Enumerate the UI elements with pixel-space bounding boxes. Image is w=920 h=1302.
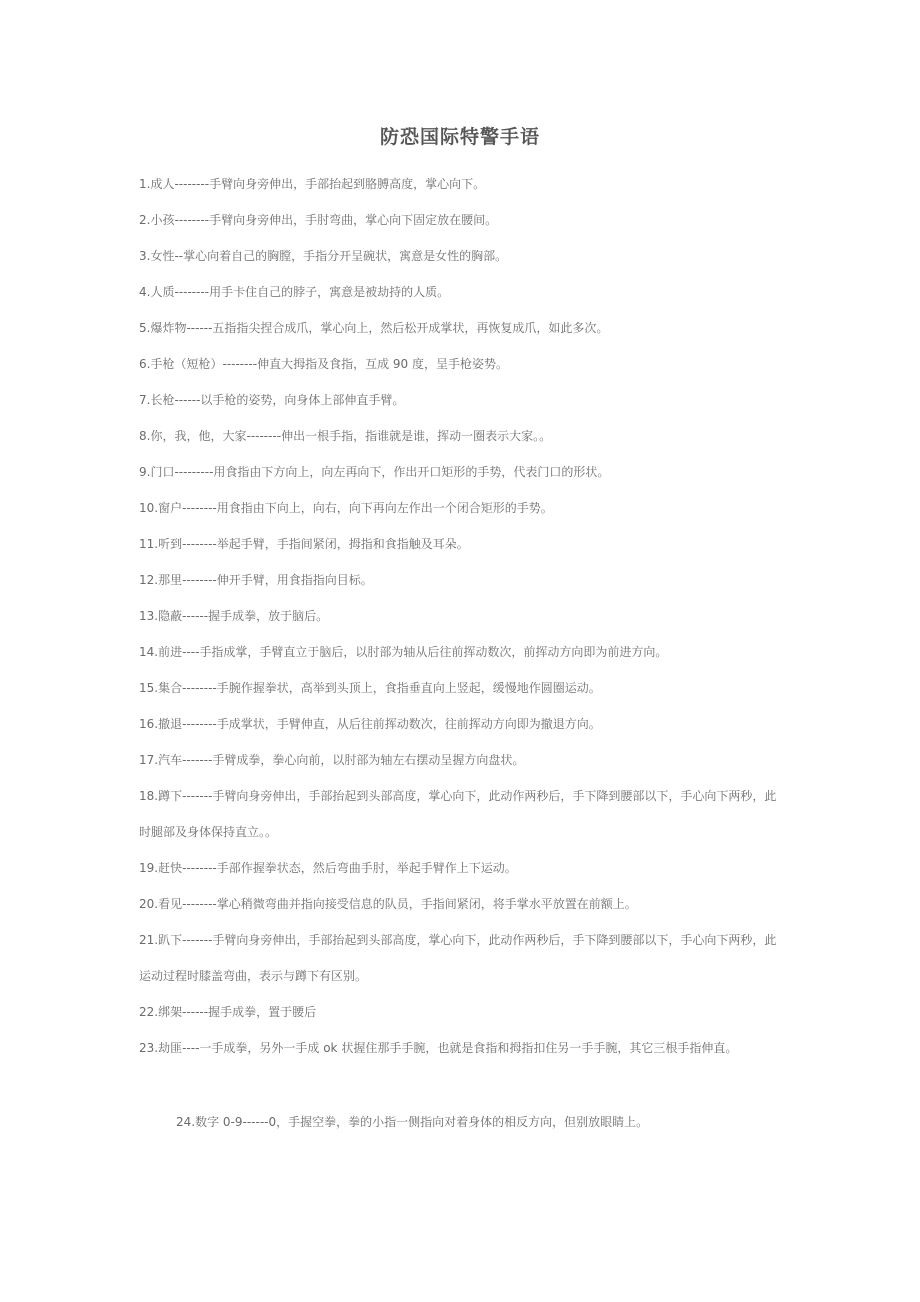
document-title: 防恐国际特警手语 xyxy=(379,126,540,148)
list-item: 13.隐蔽------握手成拳，放于脑后。 xyxy=(139,609,329,623)
list-item: 15.集合--------手腕作握拳状，高举到头顶上，食指垂直向上竖起，缓慢地作圆圈运动。 xyxy=(139,681,601,695)
list-item: 7.长枪------以手枪的姿势，向身体上部伸直手臂。 xyxy=(139,393,405,407)
list-item: 11.听到--------举起手臂，手指间紧闭，拇指和食指触及耳朵。 xyxy=(139,537,469,551)
list-item: 17.汽车-------手臂成拳，拳心向前，以肘部为轴左右摆动呈握方向盘状。 xyxy=(139,753,525,767)
list-item: 3.女性--掌心向着自己的胸膛，手指分开呈碗状，寓意是女性的胸部。 xyxy=(139,249,508,263)
list-item: 5.爆炸物------五指指尖捏合成爪，掌心向上，然后松开成掌状，再恢复成爪，如此多次。 xyxy=(139,321,609,335)
list-item: 19.赶快--------手部作握拳状态，然后弯曲手肘，举起手臂作上下运动。 xyxy=(139,861,517,875)
list-item: 21.趴下-------手臂向身旁伸出，手部抬起到头部高度，掌心向下，此动作两秒后，手下降到腰部以下，手心向下两秒，此运动过程时膝盖弯曲，表示与蹲下有区别。 xyxy=(139,933,777,983)
list-item: 10.窗户--------用食指由下向上，向右，向下再向左作出一个闭合矩形的手势。 xyxy=(139,501,553,515)
list-item: 4.人质--------用手卡住自己的脖子，寓意是被劫持的人质。 xyxy=(139,285,450,299)
item-list xyxy=(139,166,784,1140)
list-item: 8.你，我，他，大家--------伸出一根手指，指谁就是谁，挥动一圈表示大家。。 xyxy=(139,429,552,443)
list-item: 16.撤退--------手成掌状，手臂伸直，从后往前挥动数次，往前挥动方向即为撤退方向。 xyxy=(139,717,601,731)
list-item: 14.前进----手指成掌，手臂直立于脑后，以肘部为轴从后往前挥动数次，前挥动方向即为前进方向。 xyxy=(139,645,668,659)
list-item: 20.看见--------掌心稍微弯曲并指向接受信息的队员，手指间紧闭，将手掌水平放置在前额上。 xyxy=(139,897,637,911)
list-item: 6.手枪（短枪）--------伸直大拇指及食指，互成 90 度，呈手枪姿势。 xyxy=(139,357,508,371)
list-item: 18.蹲下-------手臂向身旁伸出，手部抬起到头部高度，掌心向下，此动作两秒后，手下降到腰部以下，手心向下两秒，此时腿部及身体保持直立。。 xyxy=(139,789,777,839)
list-item: 12.那里--------伸开手臂，用食指指向目标。 xyxy=(139,573,373,587)
list-item-indented: 24.数字 0-9------0，手握空拳，拳的小指一侧指向对着身体的相反方向，但别放眼睛上。 xyxy=(176,1115,649,1129)
list-item: 9.门口---------用食指由下方向上，向左再向下，作出开口矩形的手势，代表门口的形状。 xyxy=(139,465,610,479)
list-item: 23.劫匪----一手成拳，另外一手成 ok 状握住那手手腕，也就是食指和拇指扣住另一手手腕，其它三根手指伸直。 xyxy=(139,1041,738,1055)
list-item: 1.成人--------手臂向身旁伸出，手部抬起到胳膊高度，掌心向下。 xyxy=(139,177,486,191)
list-item: 2.小孩--------手臂向身旁伸出，手肘弯曲，掌心向下固定放在腰间。 xyxy=(139,213,498,227)
list-item: 22.绑架------握手成拳，置于腰后 xyxy=(139,1005,317,1019)
